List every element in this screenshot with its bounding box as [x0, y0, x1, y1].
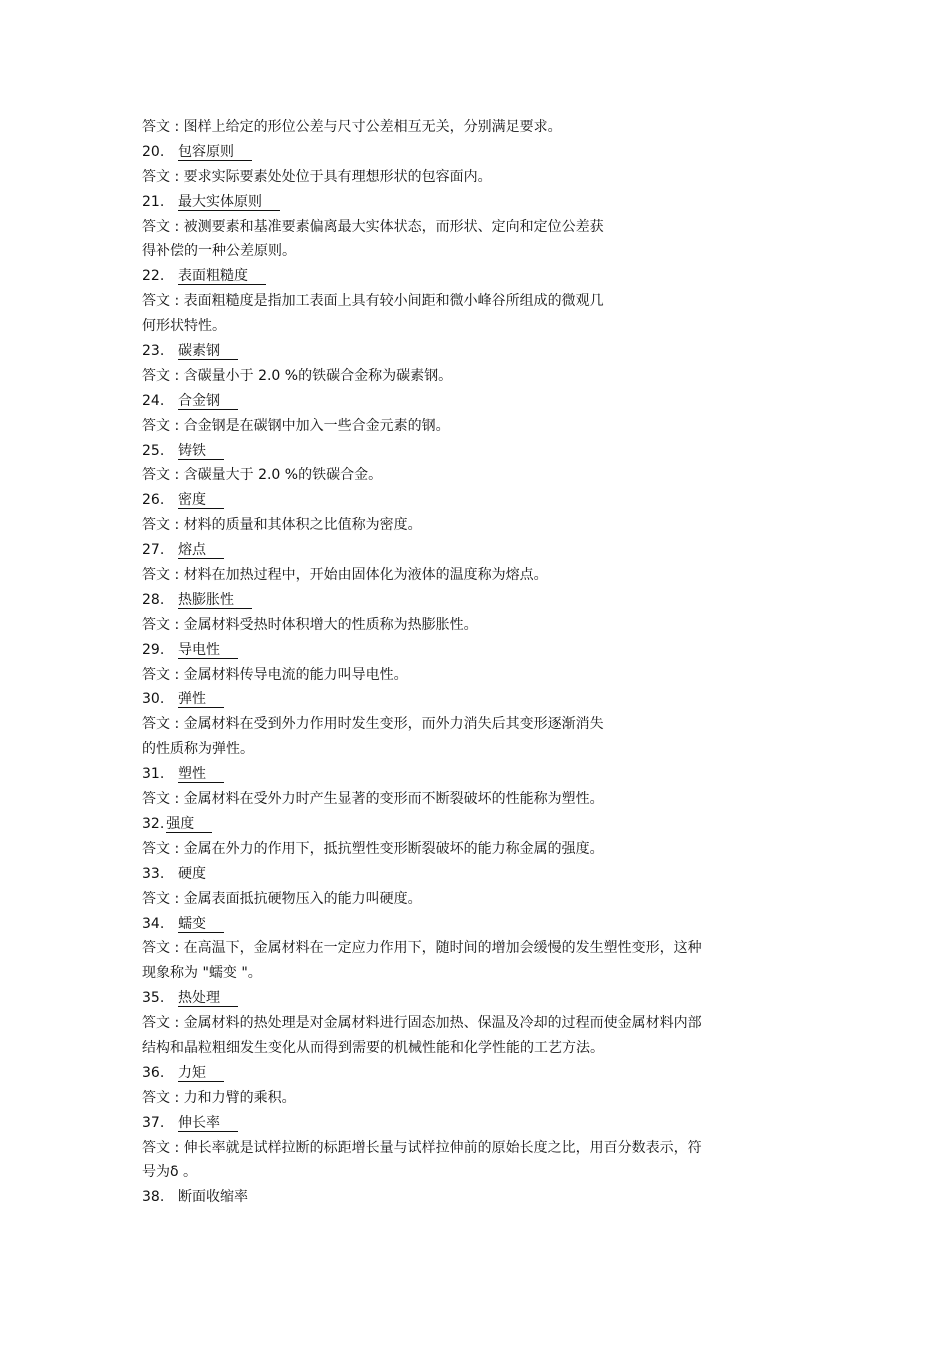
term-heading-25: [142, 439, 742, 464]
term-heading-29: [142, 638, 742, 663]
term-name: 密度: [178, 492, 224, 509]
term-name: 蠕变: [178, 916, 224, 933]
term-name: 铸铁: [178, 443, 224, 460]
answer-line: 何形状特性。: [142, 318, 226, 335]
term-heading-26: [142, 488, 742, 513]
answer-line: 答文 : 材料在加热过程中，开始由固体化为液体的温度称为熔点。: [142, 567, 548, 584]
term-name: 最大实体原则: [178, 194, 280, 211]
term-number: 37.: [142, 1114, 165, 1131]
answer-line: 答文 : 金属表面抵抗硬物压入的能力叫硬度。: [142, 890, 422, 907]
term-name: 表面粗糙度: [178, 268, 266, 285]
term-number: 23.: [142, 343, 165, 360]
term-heading-22: [142, 264, 742, 289]
term-number: 22.: [142, 268, 165, 285]
term-heading-20: [142, 140, 742, 165]
term-name: 碳素钢: [178, 343, 238, 360]
term-name: 热处理: [178, 990, 238, 1007]
answer-line: 答文 : 含碳量大于 2.0 %的铁碳合金。: [142, 467, 383, 484]
answer-line: 答文 : 合金钢是在碳钢中加入一些合金元素的钢。: [142, 417, 450, 434]
answer-line: 答文 : 含碳量小于 2.0 %的铁碳合金称为碳素钢。: [142, 367, 453, 384]
answer-line: 答文 : 金属材料在受到外力作用时发生变形，而外力消失后其变形逐渐消失: [142, 716, 604, 733]
term-number: 29.: [142, 641, 165, 658]
term-number: 20.: [142, 143, 165, 160]
term-heading-27: [142, 538, 742, 563]
term-number: 24.: [142, 392, 165, 409]
term-name: 硬度: [178, 865, 206, 882]
term-name: 强度: [166, 816, 212, 833]
answer-line: 答文 : 表面粗糙度是指加工表面上具有较小间距和微小峰谷所组成的微观几: [142, 293, 604, 310]
term-name: 合金钢: [178, 393, 238, 410]
answer-line: 结构和晶粒粗细发生变化从而得到需要的机械性能和化学性能的工艺方法。: [142, 1039, 604, 1056]
term-name: 弹性: [178, 691, 224, 708]
term-heading-37: [142, 1111, 742, 1136]
term-heading-36: [142, 1061, 742, 1086]
term-number: 35.: [142, 990, 165, 1007]
answer-line: 答文 : 金属在外力的作用下，抵抗塑性变形断裂破坏的能力称金属的强度。: [142, 840, 604, 857]
answer-line: 答文 : 图样上给定的形位公差与尺寸公差相互无关，分别满足要求。: [142, 119, 562, 135]
term-number: 25.: [142, 442, 165, 459]
term-number: 36.: [142, 1064, 165, 1081]
term-heading-34: [142, 912, 742, 937]
term-number: 33.: [142, 865, 165, 882]
term-heading-31: [142, 762, 742, 787]
term-name: 塑性: [178, 766, 224, 783]
term-heading-32: [142, 812, 742, 837]
term-heading-24: [142, 389, 742, 414]
answer-line: 答文 : 材料的质量和其体积之比值称为密度。: [142, 517, 422, 534]
term-name: 热膨胀性: [178, 592, 252, 609]
term-name: 熔点: [178, 542, 224, 559]
term-heading-23: [142, 339, 742, 364]
term-number: 31.: [142, 766, 165, 783]
term-name: 力矩: [178, 1065, 224, 1082]
term-number: 26.: [142, 492, 165, 509]
answer-line: 现象称为 "蠕变 "。: [142, 965, 262, 982]
answer-line: 的性质称为弹性。: [142, 741, 254, 758]
term-heading-30: [142, 687, 742, 712]
term-number: 27.: [142, 542, 165, 559]
answer-line: 答文 : 金属材料的热处理是对金属材料进行固态加热、保温及冷却的过程而使金属材料内部: [142, 1015, 702, 1032]
answer-line: 号为δ 。: [142, 1164, 198, 1181]
glossary-content: [142, 115, 742, 1210]
term-number: 30.: [142, 691, 165, 708]
term-name: 伸长率: [178, 1115, 238, 1132]
term-number: 32.: [142, 815, 165, 832]
answer-line: 答文 : 力和力臂的乘积。: [142, 1089, 296, 1106]
term-heading-35: [142, 986, 742, 1011]
answer-line: 答文 : 在高温下，金属材料在一定应力作用下，随时间的增加会缓慢的发生塑性变形，这种: [142, 940, 702, 957]
term-heading-28: [142, 588, 742, 613]
term-heading-38: [142, 1185, 742, 1210]
term-number: 28.: [142, 591, 165, 608]
term-number: 34.: [142, 915, 165, 932]
term-name: 断面收缩率: [178, 1189, 248, 1206]
term-name: 导电性: [178, 642, 238, 659]
answer-line: 得补偿的一种公差原则。: [142, 243, 296, 260]
term-number: 38.: [142, 1189, 165, 1206]
answer-line: 答文 : 金属材料受热时体积增大的性质称为热膨胀性。: [142, 616, 478, 633]
answer-line: 答文 : 被测要素和基准要素偏离最大实体状态，而形状、定向和定位公差获: [142, 218, 604, 235]
answer-line: 答文 : 要求实际要素处处位于具有理想形状的包容面内。: [142, 168, 492, 185]
term-heading-33: [142, 862, 742, 887]
answer-line: 答文 : 金属材料在受外力时产生显著的变形而不断裂破坏的性能称为塑性。: [142, 791, 604, 808]
answer-line: 答文 : 伸长率就是试样拉断的标距增长量与试样拉伸前的原始长度之比，用百分数表示，符: [142, 1139, 702, 1156]
term-number: 21.: [142, 193, 165, 210]
term-name: 包容原则: [178, 144, 252, 161]
term-heading-21: [142, 190, 742, 215]
answer-line: 答文 : 金属材料传导电流的能力叫导电性。: [142, 666, 408, 683]
